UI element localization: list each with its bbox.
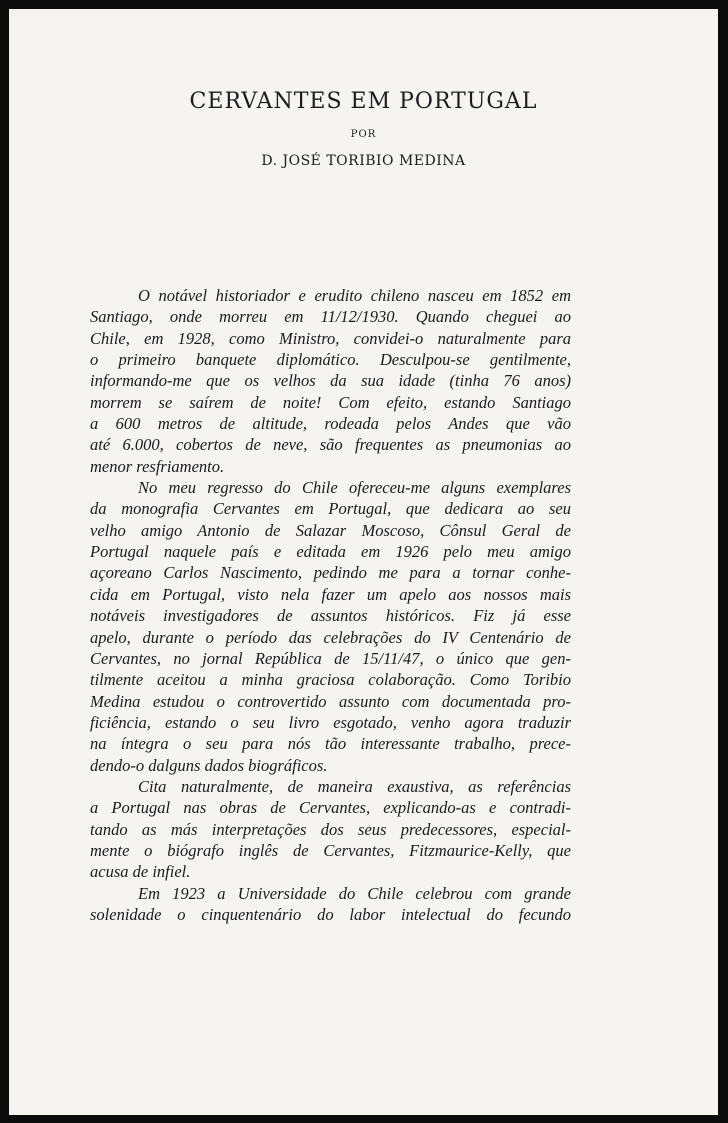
text-line: Em 1923 a Universidade do Chile celebrou com grande [138,883,571,903]
article-title: CERVANTES EM PORTUGAL [189,89,538,114]
text-line: Portugal naquele país e editada em 1926 pelo meu amigo [90,542,571,562]
text-line: notáveis investigadores de assuntos históricos. Fiz já esse [90,606,571,626]
byline-por: POR [350,129,377,140]
text-line: cida em Portugal, visto nela fazer um apelo aos nossos mais [90,584,571,604]
text-line: apelo, durante o período das celebrações do IV Centenário de [90,627,571,647]
text-line: menor resfriamento. [90,456,225,476]
text-line: açoreano Carlos Nascimento, pedindo me para a tornar conhe- [90,563,571,583]
text-line: o primeiro banquete diplomático. Desculpou-se gentilmente, [90,350,571,370]
text-line: ficiência, estando o seu livro esgotado, venho agora traduzir [90,712,571,732]
text-line: acusa de infiel. [90,862,191,882]
text-line: tando as más interpretações dos seus predecessores, especial- [90,819,571,839]
text-line: tilmente aceitou a minha graciosa colaboração. Como Toribio [90,670,571,690]
text-line: O notável historiador e erudito chileno nasceu em 1852 em [138,286,571,305]
text-line: dendo-o dalguns dados biográficos. [90,755,328,775]
text-line: na íntegra o seu para nós tão interessante trabalho, prece- [90,734,571,754]
text-line: solenidade o cinquentenário do labor intelectual do fecundo [90,904,571,924]
text-line: Medina estudou o controvertido assunto com documentada pro- [90,691,571,711]
text-line: até 6.000, cobertos de neve, são frequentes as pneumonias ao [90,435,571,455]
text-line: a Portugal nas obras de Cervantes, explicando-as e contradi- [90,798,571,818]
document-page [9,9,718,1115]
text-line: morrem se saírem de noite! Com efeito, estando Santiago [90,392,571,412]
text-line: Cita naturalmente, de maneira exaustiva, as referências [138,776,571,796]
text-line: informando-me que os velhos da sua idade (tinha 76 anos) [90,371,571,391]
text-line: Chile, em 1928, como Ministro, convidei-o naturalmente para [90,328,571,348]
text-line: da monografia Cervantes em Portugal, que dedicara ao seu [90,499,571,519]
text-line: mente o biógrafo inglês de Cervantes, Fitzmaurice-Kelly, que [90,840,571,860]
article-body [90,285,571,925]
text-line: Cervantes, no jornal República de 15/11/47, o único que gen- [90,648,571,668]
text-line: Santiago, onde morreu em 11/12/1930. Quando cheguei ao [90,307,571,327]
author-name: D. JOSÉ TORIBIO MEDINA [261,153,466,169]
text-line: velho amigo Antonio de Salazar Moscoso, Cônsul Geral de [90,520,571,540]
text-line: No meu regresso do Chile ofereceu-me alguns exemplares [138,478,571,498]
text-line: a 600 metros de altitude, rodeada pelos Andes que vão [90,414,571,434]
